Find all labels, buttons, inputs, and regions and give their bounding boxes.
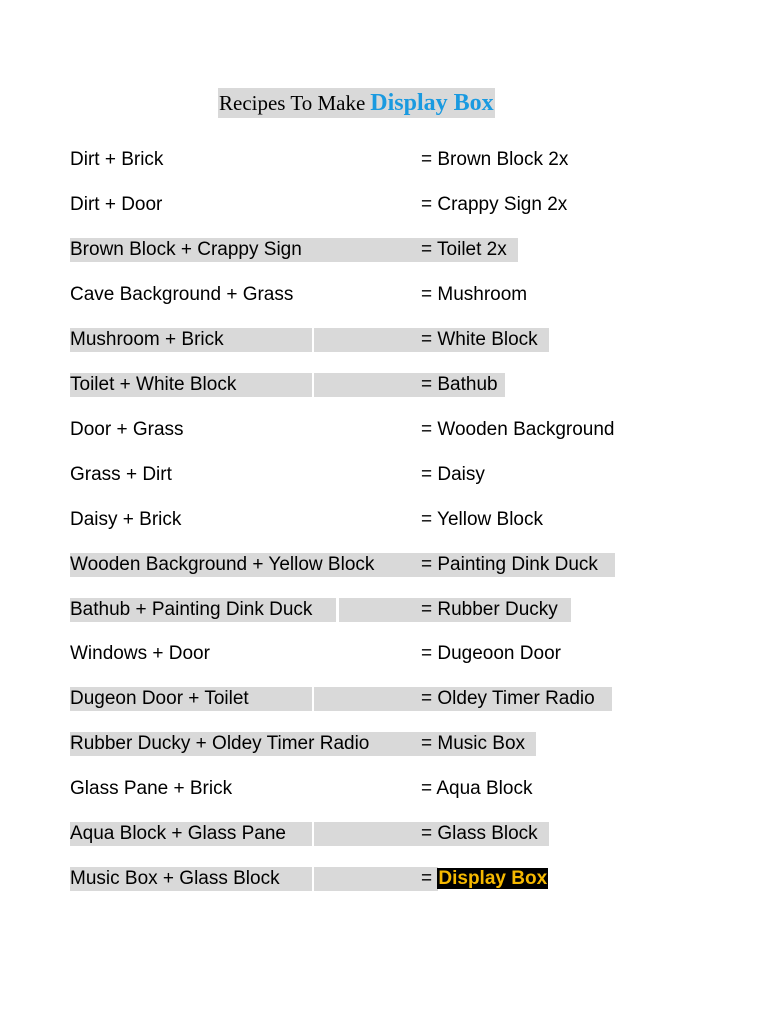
page-title — [218, 88, 495, 118]
recipe-result: = Mushroom — [421, 284, 528, 305]
recipe-row — [0, 373, 768, 397]
final-result-highlight: Display Box — [438, 868, 548, 889]
recipe-result: = Toilet 2x — [421, 239, 507, 260]
recipe-ingredients: Music Box + Glass Block — [70, 868, 280, 889]
recipe-ingredients: Mushroom + Brick — [70, 329, 224, 350]
recipe-result: = Music Box — [421, 733, 526, 754]
recipe-result: = Painting Dink Duck — [421, 554, 598, 575]
recipe-ingredients: Cave Background + Grass — [70, 284, 294, 305]
recipe-result: = Crappy Sign 2x — [421, 194, 568, 215]
recipe-result: = Rubber Ducky — [421, 599, 558, 620]
recipe-ingredients: Aqua Block + Glass Pane — [70, 823, 286, 844]
recipe-row — [0, 642, 768, 666]
result-prefix: = — [421, 868, 438, 889]
recipe-result: = White Block — [421, 329, 538, 350]
recipe-row — [0, 463, 768, 487]
recipe-row — [0, 777, 768, 801]
recipe-ingredients: Toilet + White Block — [70, 374, 237, 395]
recipe-row — [0, 553, 768, 577]
recipe-ingredients: Door + Grass — [70, 419, 184, 440]
recipe-ingredients: Wooden Background + Yellow Block — [70, 554, 375, 575]
recipe-row — [0, 328, 768, 352]
recipe-ingredients: Dugeon Door + Toilet — [70, 688, 249, 709]
recipe-ingredients: Windows + Door — [70, 643, 210, 664]
recipe-row — [0, 283, 768, 307]
recipe-result: = Daisy — [421, 464, 485, 485]
recipe-result: = Dugeoon Door — [421, 643, 561, 664]
recipe-result: = Glass Block — [421, 823, 538, 844]
recipe-ingredients: Brown Block + Crappy Sign — [70, 239, 302, 260]
recipe-row — [0, 508, 768, 532]
recipe-ingredients: Bathub + Painting Dink Duck — [70, 599, 313, 620]
title-highlight: Display Box — [370, 90, 494, 116]
recipe-ingredients: Rubber Ducky + Oldey Timer Radio — [70, 733, 370, 754]
row-highlight — [314, 867, 438, 891]
recipe-result: = Oldey Timer Radio — [421, 688, 595, 709]
recipe-row — [0, 822, 768, 846]
recipe-result: = Wooden Background — [421, 419, 615, 440]
recipe-ingredients: Daisy + Brick — [70, 509, 182, 530]
recipe-ingredients: Dirt + Brick — [70, 149, 164, 170]
recipe-ingredients: Dirt + Door — [70, 194, 163, 215]
recipe-row — [0, 418, 768, 442]
recipe-result — [421, 867, 548, 891]
recipe-row — [0, 148, 768, 172]
recipe-result: = Bathub — [421, 374, 498, 395]
recipe-row — [0, 687, 768, 711]
recipe-result: = Brown Block 2x — [421, 149, 569, 170]
title-prefix: Recipes To Make — [219, 91, 366, 115]
recipe-ingredients: Grass + Dirt — [70, 464, 172, 485]
recipe-result: = Aqua Block — [421, 778, 533, 799]
recipe-row — [0, 732, 768, 756]
recipe-row — [0, 238, 768, 262]
recipe-ingredients: Glass Pane + Brick — [70, 778, 233, 799]
recipe-row — [0, 598, 768, 622]
recipe-row — [0, 867, 768, 891]
recipe-result: = Yellow Block — [421, 509, 543, 530]
recipe-row — [0, 193, 768, 217]
